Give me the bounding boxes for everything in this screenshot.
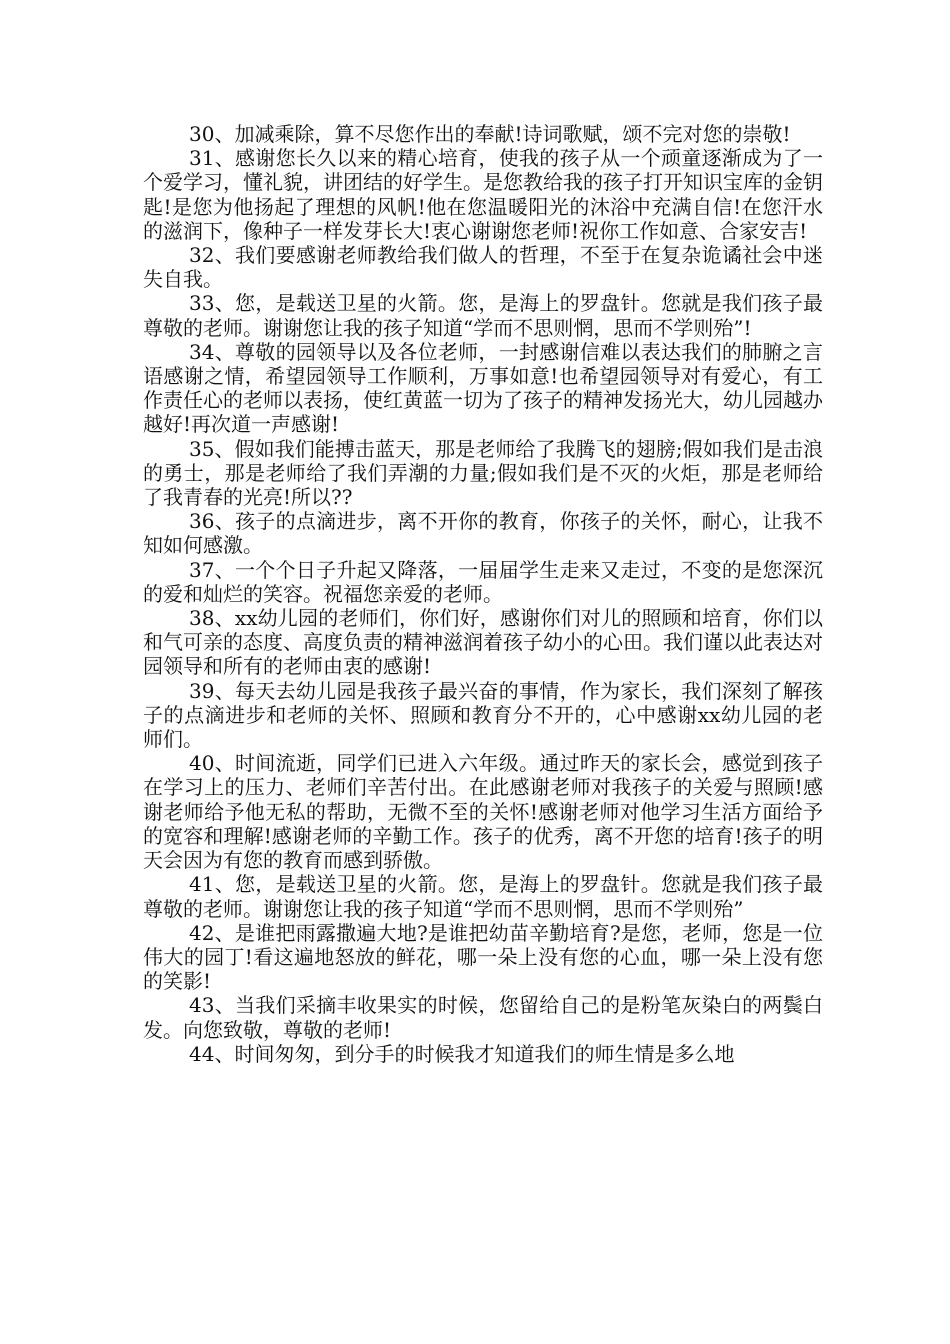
paragraph-33: 33、您，是载送卫星的火箭。您，是海上的罗盘针。您就是我们孩子最尊敬的老师。谢谢您让我的孩子知道“学而不思则惘，思而不学则殆”! — [143, 291, 823, 340]
paragraph-42: 42、是谁把雨露撒遍大地?是谁把幼苗辛勤培育?是您，老师，您是一位伟大的园丁!看这遍地怒放的鲜花，哪一朵上没有您的心血，哪一朵上没有您的笑影! — [143, 920, 823, 994]
paragraph-32: 32、我们要感谢老师教给我们做人的哲理，不至于在复杂诡谲社会中迷失自我。 — [143, 243, 823, 292]
document-body — [143, 122, 823, 1066]
paragraph-39: 39、每天去幼儿园是我孩子最兴奋的事情，作为家长，我们深刻了解孩子的点滴进步和老师的关怀、照顾和教育分不开的，心中感谢xx幼儿园的老师们。 — [143, 678, 823, 752]
paragraph-36: 36、孩子的点滴进步，离不开你的教育，你孩子的关怀，耐心，让我不知如何感激。 — [143, 509, 823, 558]
paragraph-35: 35、假如我们能搏击蓝天，那是老师给了我腾飞的翅膀;假如我们是击浪的勇士，那是老师给了我们弄潮的力量;假如我们是不灭的火炬，那是老师给了我青春的光亮!所以?? — [143, 436, 823, 510]
paragraph-30: 30、加减乘除，算不尽您作出的奉献!诗词歌赋，颂不完对您的崇敬! — [189, 122, 791, 146]
paragraph-43: 43、当我们采摘丰收果实的时候，您留给自己的是粉笔灰染白的两鬓白发。向您致敬，尊敬的老师! — [143, 993, 823, 1042]
paragraph-31: 31、感谢您长久以来的精心培育，使我的孩子从一个顽童逐渐成为了一个爱学习，懂礼貌，讲团结的好学生。是您教给我的孩子打开知识宝库的金钥匙!是您为他扬起了理想的风帆!他在您温暖阳光的沐浴中充满自信!在您汗水的滋润下，像种子一样发芽长大!衷心谢谢您老师!祝你工作如意、合家安吉! — [143, 146, 823, 243]
paragraph-41: 41、您，是载送卫星的火箭。您，是海上的罗盘针。您就是我们孩子最尊敬的老师。谢谢您让我的孩子知道“学而不思则惘，思而不学则殆” — [143, 872, 823, 921]
paragraph-38: 38、xx幼儿园的老师们，你们好，感谢你们对儿的照顾和培育，你们以和气可亲的态度、高度负责的精神滋润着孩子幼小的心田。我们谨以此表达对园领导和所有的老师由衷的感谢! — [143, 606, 823, 679]
paragraph-44: 44、时间匆匆，到分手的时候我才知道我们的师生情是多么地 — [189, 1041, 735, 1066]
paragraph-37: 37、一个个日子升起又降落，一届届学生走来又走过，不变的是您深沉的爱和灿烂的笑容。祝福您亲爱的老师。 — [143, 557, 823, 606]
paragraph-40: 40、时间流逝，同学们已进入六年级。通过昨天的家长会，感觉到孩子在学习上的压力、老师们辛苦付出。在此感谢老师对我孩子的关爱与照顾!感谢老师给予他无私的帮助，无微不至的关怀!感谢老师对他学习生活方面给予的宽容和理解!感谢老师的辛勤工作。孩子的优秀，离不开您的培育!孩子的明天会因为有您的教育而感到骄傲。 — [143, 751, 823, 873]
paragraph-34: 34、尊敬的园领导以及各位老师，一封感谢信难以表达我们的肺腑之言语感谢之情，希望园领导工作顺利，万事如意!也希望园领导对有爱心，有工作责任心的老师以表扬，使红黄蓝一切为了孩子的精神发扬光大，幼儿园越办越好!再次道一声感谢! — [143, 339, 823, 437]
